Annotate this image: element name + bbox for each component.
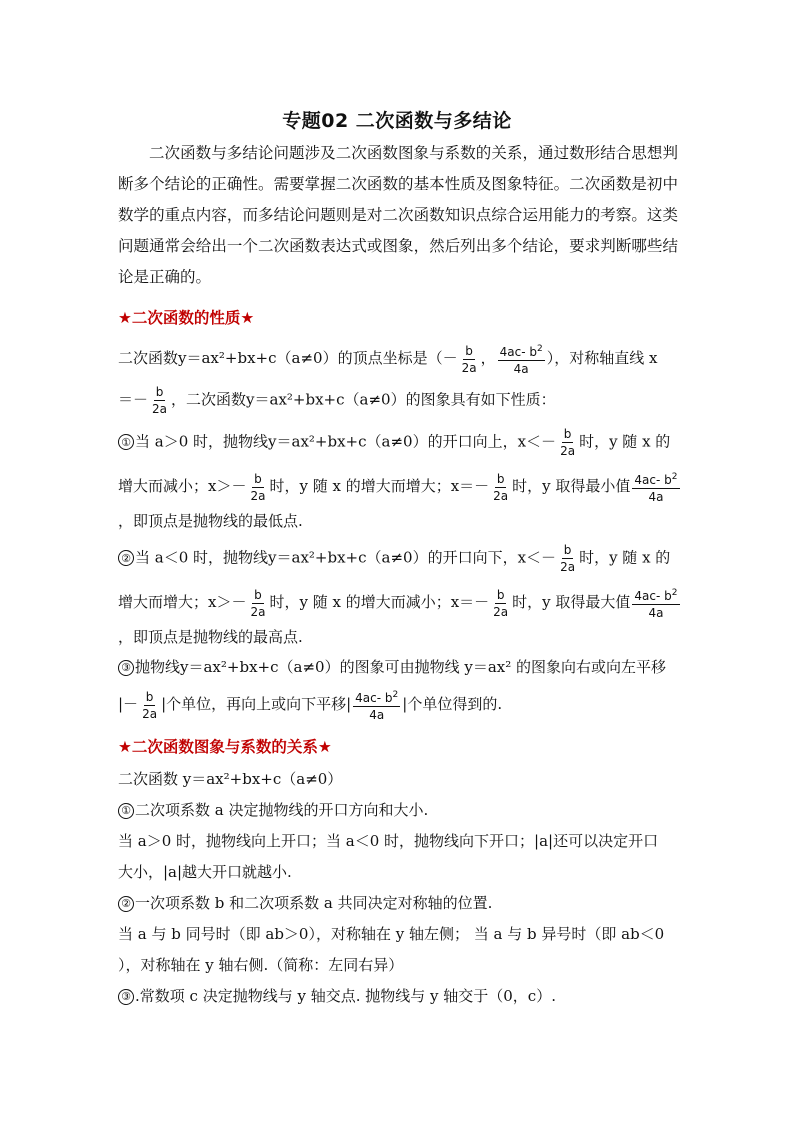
coef-line-5: ② 一次项系数 b 和二次项系数 a 共同决定对称轴的位置.	[118, 892, 492, 913]
coef-line-6: 当 a 与 b 同号时（即 ab＞0），对称轴在 y 轴左侧； 当 a 与 b 异号时（即 ab＜0	[118, 925, 665, 943]
fraction-b-over-2a: $\frac{b}{2a}$	[142, 689, 158, 721]
property-item-2-line-2: 增大而增大；x＞－ $\frac{b}{2a}$ 时，y 随 x 的增大而减小；x＝－ $\frac{b}{2a}$ 时，y 取得最大值 $\frac{4ac- b^2}{4a}$	[118, 587, 678, 620]
coef-line-2: ① 二次项系数 a 决定抛物线的开口方向和大小.	[118, 799, 428, 820]
fraction-b-over-2a: $\frac{b}{2a}$	[493, 587, 509, 619]
fraction-b-over-2a: $\frac{b}{2a}$	[461, 343, 477, 375]
intro-paragraph: 二次函数与多结论问题涉及二次函数图象与系数的关系，通过数形结合思想判断多个结论的正确性。需要掌握二次函数的基本性质及图象特征。二次函数是初中数学的重点内容，而多结论问题则是对二次函数知识点综合运用能力的考察。这类问题通常会给出一个二次函数表达式或图象，然后列出多个结论，要求判断哪些结论是正确的。	[118, 144, 678, 286]
circled-number-1: ①	[118, 434, 134, 450]
property-item-3-line-2: |－ $\frac{b}{2a}$ |个单位，再向上或向下平移| $\frac{4ac- b^2}{4a}$ |个单位得到的.	[118, 689, 503, 722]
fraction-b-over-2a: $\frac{b}{2a}$	[250, 471, 266, 503]
coef-line-7: ），对称轴在 y 轴右侧.（简称：左同右异）	[118, 956, 404, 974]
circled-number-3: ③	[118, 660, 134, 676]
fraction-b-over-2a: $\frac{b}{2a}$	[560, 427, 576, 458]
fraction-b-over-2a: $\frac{b}{2a}$	[493, 471, 509, 503]
coef-line-1: 二次函数 y＝ax²+bx+c（a≠0）	[118, 770, 343, 788]
property-line-2: ＝－ $\frac{b}{2a}$ ，二次函数y＝ax²+bx+c（a≠0）的图象具有如下性质：	[118, 385, 556, 416]
page-title: 专题02 二次函数与多结论	[282, 110, 512, 132]
property-item-2-line-1: ② 当 a＜0 时，抛物线y＝ax²+bx+c（a≠0）的开口向下，x＜－ $\frac{b}{2a}$ 时，y 随 x 的	[118, 543, 670, 574]
fraction-b-over-2a: $\frac{b}{2a}$	[560, 543, 576, 574]
fraction-vertex-y: $\frac{4ac- b^2}{4a}$	[634, 588, 678, 620]
circled-number-3: ③	[118, 989, 134, 1005]
property-line-1: 二次函数y＝ax²+bx+c（a≠0）的顶点坐标是（－ $\frac{b}{2a}$ ， $\frac{4ac- b^2}{4a}$ ），对称轴直线 x	[118, 343, 658, 376]
fraction-vertex-y: $\frac{4ac- b^2}{4a}$	[499, 344, 543, 376]
property-item-3-line-1: ③ 抛物线y＝ax²+bx+c（a≠0）的图象可由抛物线 y＝ax² 的图象向右或向左平移	[118, 656, 666, 677]
circled-number-1: ①	[118, 803, 134, 819]
property-item-2-line-3: ，即顶点是抛物线的最高点.	[118, 628, 303, 646]
section-heading-properties: ★二次函数的性质★	[118, 309, 255, 327]
fraction-b-over-2a: $\frac{b}{2a}$	[152, 385, 168, 416]
fraction-b-over-2a: $\frac{b}{2a}$	[250, 587, 266, 619]
circled-number-2: ②	[118, 896, 134, 912]
property-item-1-line-3: ，即顶点是抛物线的最低点.	[118, 512, 303, 530]
circled-number-2: ②	[118, 550, 134, 566]
property-item-1-line-2: 增大而减小；x＞－ $\frac{b}{2a}$ 时，y 随 x 的增大而增大；x＝－ $\frac{b}{2a}$ 时，y 取得最小值 $\frac{4ac- b^2}{4a}$	[118, 471, 678, 504]
coef-line-4: 大小，|a|越大开口就越小.	[118, 863, 292, 881]
fraction-vertex-y: $\frac{4ac- b^2}{4a}$	[634, 472, 678, 504]
fraction-vertex-y: $\frac{4ac- b^2}{4a}$	[355, 690, 399, 722]
coef-line-8: ③ .常数项 c 决定抛物线与 y 轴交点. 抛物线与 y 轴交于（0，c）.	[118, 985, 556, 1006]
coef-line-3: 当 a＞0 时，抛物线向上开口；当 a＜0 时，抛物线向下开口；|a|还可以决定开口	[118, 832, 659, 850]
property-item-1-line-1: ① 当 a＞0 时，抛物线y＝ax²+bx+c（a≠0）的开口向上，x＜－ $\frac{b}{2a}$ 时，y 随 x 的	[118, 427, 670, 458]
section-heading-coefficients: ★二次函数图象与系数的关系★	[118, 738, 332, 756]
